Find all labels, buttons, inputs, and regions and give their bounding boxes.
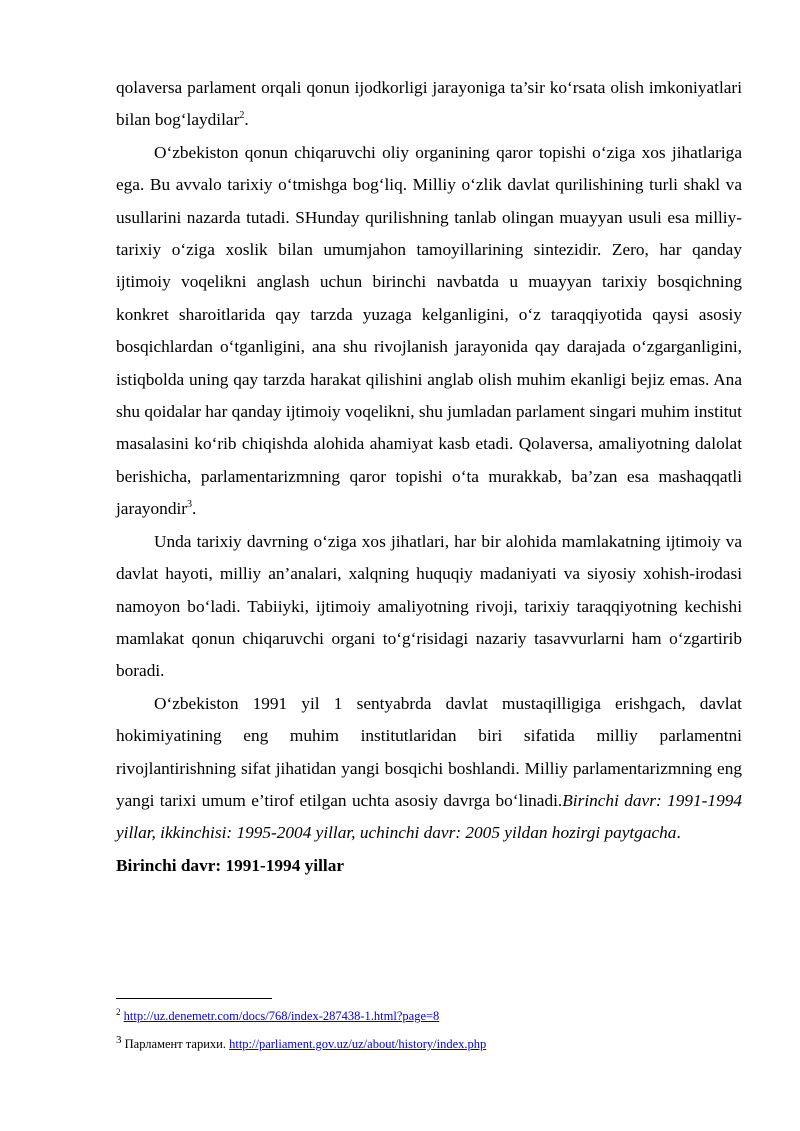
paragraph-2: O‘zbekiston qonun chiqaruvchi oliy organining qaror topishi o‘ziga xos jihatlariga ega. Bu avvalo tarixiy o‘tmishga bog‘liq. Milliy o‘zlik davlat qurilishining turli shakl va usullarini nazarda tutadi. SHunday qurilishning tanlab olingan muayyan usuli esa milliy-tarixiy o‘ziga xoslik bilan umumjahon tamoyillarining sintezidir. Zero, har qanday ijtimoiy voqelikni anglash uchun birinchi navbatda u muayyan tarixiy bosqichning konkret sharoitlarida qay tarzda yuzaga kelganligini, o‘z taraqqiyotida qaysi asosiy bosqichlardan o‘tganligini, ana shu rivojlanish jarayonida qay darajada o‘zgarganligini, istiqbolda uning qay tarzda harakat qilishini anglab olish muhim ekanligi bejiz emas. Ana shu qoidalar har qanday ijtimoiy voqelikni, shu jumladan parlament singari muhim institut masalasini ko‘rib chiqishda alohida ahamiyat kasb etadi. Qolaversa, amaliyotning dalolat berishicha, parlamentarizmning qaror topishi o‘ta murakkab, ba’zan esa mashaqqatli jarayondir$^3$. (116, 142, 742, 519)
footnote-ref-2[interactable]: 2 (239, 110, 245, 122)
footnote-divider (116, 998, 272, 999)
footnote-link[interactable]: http://uz.denemetr.com/docs/768/index-287438-1.html?page=8 (123, 1009, 440, 1023)
footnote-3 (116, 1035, 756, 1053)
footnote-prefix: Парламент тарихи. (124, 1037, 230, 1051)
periods-italic: Birinchi davr: 1991-1994 yillar, ikkinchisi: 1995-2004 yillar, uchinchi davr: 2005 yildan hozirgi paytgacha (116, 790, 742, 843)
footnote-number: 2 (116, 1006, 121, 1017)
body-text (116, 72, 742, 882)
footnote-2 (116, 1007, 756, 1025)
section-heading: Birinchi davr: 1991-1994 yillar (116, 855, 345, 875)
paragraph-4: O‘zbekiston 1991 yil 1 sentyabrda davlat mustaqilligiga erishgach, davlat hokimiyatining eng muhim institutlaridan biri sifatida milliy parlamentni rivojlantirishning sifat jihatidan yangi bosqichi boshlandi. Milliy parlamentarizmning eng yangi tarixi umum e’tirof etilgan uchta asosiy davrga bo‘linadi.Birinchi davr: 1991-1994 yillar, ikkinchisi: 1995-2004 yillar, uchinchi davr: 2005 yildan hozirgi paytgacha. (116, 693, 742, 843)
footnote-link[interactable]: http://parliament.gov.uz/uz/about/history/index.php (229, 1037, 487, 1051)
paragraph-1: qolaversa parlament orqali qonun ijodkorligi jarayoniga ta’sir ko‘rsata olish imkoniyatlari bilan bog‘laydilar$^2$. (116, 78, 742, 130)
footnote-number: 3 (116, 1033, 122, 1046)
paragraph-3: Unda tarixiy davrning o‘ziga xos jihatlari, har bir alohida mamlakatning ijtimoiy va davlat hayoti, milliy an’analari, xalqning huquqiy madaniyati va siyosiy xohish-irodasi namoyon bo‘ladi. Tabiiyki, ijtimoiy amaliyotning rivoji, tarixiy taraqqiyotning kechishi mamlakat qonun chiqaruvchi organi to‘g‘risidagi nazariy tasavvurlarni ham o‘zgartirib boradi. (116, 531, 742, 681)
footnote-ref-3[interactable]: 3 (187, 499, 193, 511)
footnotes (116, 1007, 756, 1063)
